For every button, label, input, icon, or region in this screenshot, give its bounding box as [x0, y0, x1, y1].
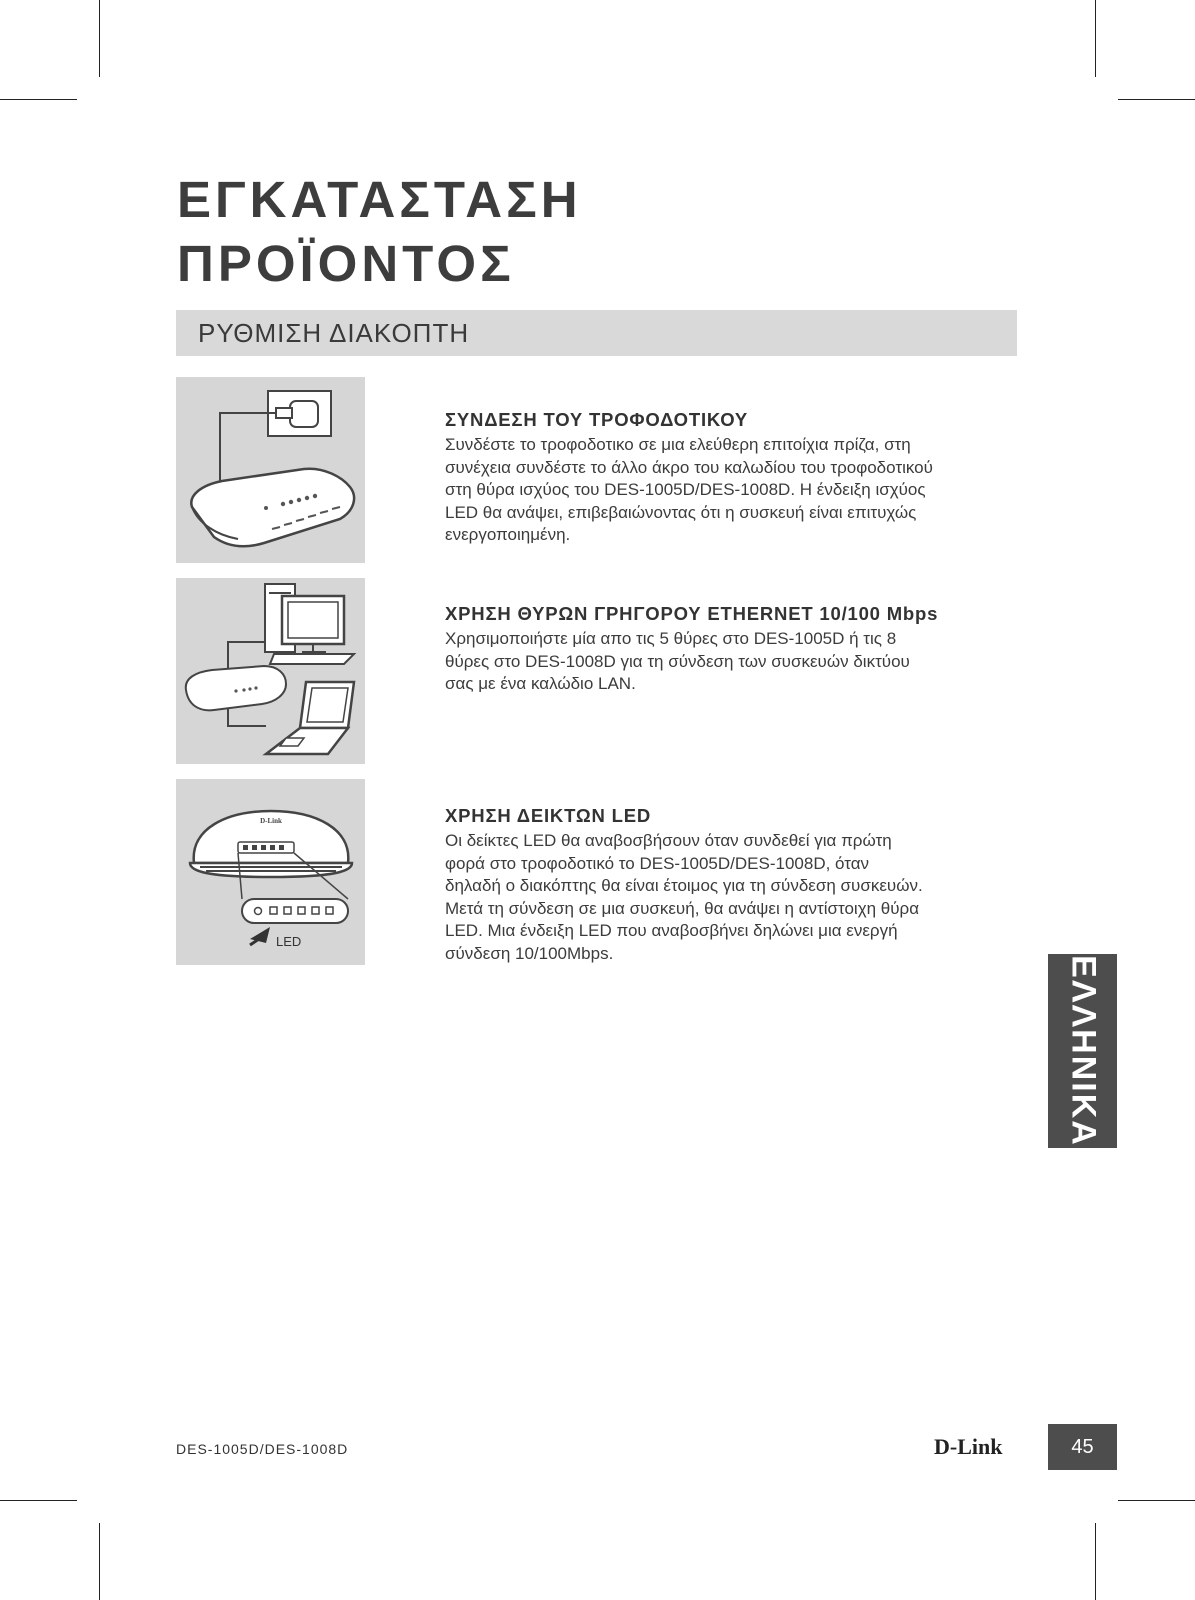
step-text-line: LED. Μια ένδειξη LED που αναβοσβήνει δηλώνει μια ενεργή [445, 921, 898, 940]
led-label: LED [276, 934, 302, 949]
led-panel-icon [176, 779, 365, 965]
crop-mark [1118, 1500, 1195, 1501]
step-text-line: Συνδέστε το τροφοδοτικο σε μια ελεύθερη επιτοίχια πρίζα, στη [445, 435, 911, 454]
crop-mark [1095, 0, 1096, 77]
footer-model: DES-1005D/DES-1008D [176, 1441, 349, 1457]
step-text-line: σύνδεση 10/100Mbps. [445, 943, 614, 963]
language-tab [1048, 954, 1117, 1148]
crop-mark [0, 1500, 77, 1501]
led-indicators-illustration [176, 779, 365, 965]
page-title [177, 168, 582, 296]
section-header [176, 310, 1017, 356]
ethernet-connection-illustration [176, 578, 365, 764]
crop-mark [1095, 1523, 1096, 1600]
power-adapter-icon [176, 377, 365, 563]
step-text-line: δηλαδή ο διακόπτης θα είναι έτοιμος για τη σύνδεση συσκευών. [445, 876, 923, 895]
crop-mark [0, 99, 77, 100]
step-text-line: Χρησιμοποιήστε μία απο τις 5 θύρες στο DES-1005D ή τις 8 [445, 629, 897, 648]
network-devices-icon [176, 578, 365, 764]
step-ethernet [445, 602, 1005, 696]
dlink-logo: D-Link [934, 1434, 1003, 1459]
step-led [445, 804, 1005, 965]
step-text-line: Οι δείκτες LED θα αναβοσβήσουν όταν συνδεθεί για πρώτη [445, 831, 892, 850]
step-text-line: θύρες στο DES-1008D για τη σύνδεση των συσκευών δικτύου [445, 651, 910, 671]
language-tab-label: ΕΛΛΗΝΙΚΑ [1064, 955, 1102, 1147]
step-heading: ΧΡΗΣΗ ΔΕΙΚΤΩΝ LED [445, 805, 651, 826]
crop-mark [99, 0, 100, 77]
step-text-line: ενεργοποιημένη. [445, 525, 571, 544]
step-text-line: Μετά τη σύνδεση σε μια συσκευή, θα ανάψει η αντίστοιχη θύρα [445, 898, 920, 918]
device-logo-text: D-Link [260, 817, 282, 825]
step-text-line: συνέχεια συνδέστε το άλλο άκρο του καλωδίου του τροφοδοτικού [445, 457, 933, 477]
page-number-box [1048, 1424, 1117, 1470]
power-adapter-illustration [176, 377, 365, 563]
section-heading: ΡΥΘΜΙΣΗ ΔΙΑΚΟΠΤΗ [198, 318, 470, 348]
crop-mark [99, 1523, 100, 1600]
step-heading: ΧΡΗΣΗ ΘΥΡΩΝ ΓΡΗΓΟΡΟΥ ETHERNET 10/100 Mbps [445, 603, 939, 624]
step-text-line: φορά στο τροφοδοτικό το DES-1005D/DES-1008D, όταν [445, 853, 870, 873]
step-text-line: στη θύρα ισχύος του DES-1005D/DES-1008D. Η ένδειξη ισχύος [445, 480, 926, 499]
step-heading: ΣΥΝΔΕΣΗ ΤΟΥ ΤΡΟΦΟΔΟΤΙΚΟΥ [445, 409, 749, 430]
step-power [445, 408, 1005, 547]
page-number: 45 [1071, 1436, 1094, 1458]
page-title-line-2: ΠΡΟΪΟΝΤΟΣ [177, 235, 515, 292]
crop-mark [1118, 99, 1195, 100]
page-title-line-1: ΕΓΚΑΤΑΣΤΑΣΗ [177, 171, 582, 228]
step-text-line: LED θα ανάψει, επιβεβαιώνοντας ότι η συσκευή είναι επιτυχώς [445, 502, 917, 522]
step-text-line: σας με ένα καλώδιο LAN. [445, 674, 636, 693]
